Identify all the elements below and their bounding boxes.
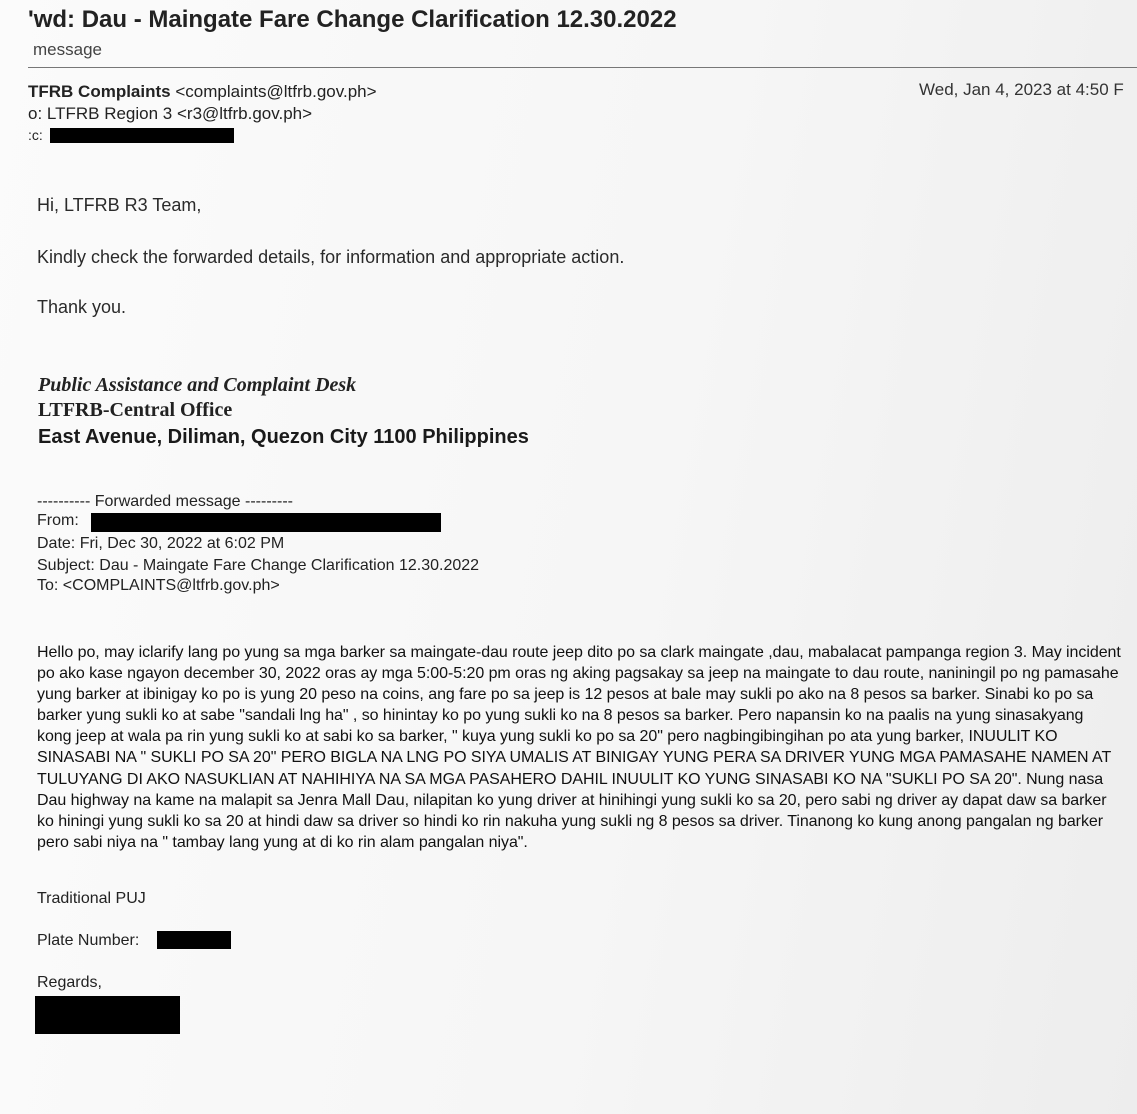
sender-name: TFRB Complaints [28,82,171,101]
signature-address: East Avenue, Diliman, Quezon City 1100 Philippines [38,426,529,448]
vehicle-type: Traditional PUJ [37,890,146,907]
email-date: Wed, Jan 4, 2023 at 4:50 F [919,80,1124,99]
redacted-sender [91,513,441,532]
message-count: message [33,40,102,59]
cc-label: :c: [28,127,43,143]
complaint-message: Hello po, may iclarify lang po yung sa mga barker sa maingate-dau route jeep dito po sa clark maingate ,dau, mabalacat pampanga region 3. May incident po ako kase ngayon december 30, 2022 oras ay mga 5:00-5:20 pm oras ng aking pagsakay sa jeep na maingate to dau route, naniningil po ng pamasahe yung barker at ibinigay ko po is yung 20 peso na coins, ang fare po sa jeep is 12 pesos at bale may sukli po ako na 8 pesos sa barker. Sinabi ko po sa barker yung sukli ko at sabe "sandali lng ha" , so hinintay ko po yung sukli ko na 8 pesos sa barker. Pero napansin ko na paalis na yung sinasakyang kong jeep at wala pa rin yung sukli ko at sabi ko sa barker, " kuya yung sukli ko po sa 20" pero nagbingibingihan po ata yung barker, INUULIT KO SINASABI NA " SUKLI PO SA 20" PERO BIGLA NA LNG PO SIYA UMALIS AT BINIGAY YUNG PERA SA DRIVER YUNG MGA PAMASAHE NAMEN AT TULUYANG DI AKO NASUKLIAN AT NAHIHIYA NA SA MGA PASAHERO DAHIL INUULIT KO YUNG SINASABI KO NA "SUKLI PO SA 20". Nung nasa Dau highway na kame na malapit sa Jenra Mall Dau, nilapitan ko yung driver at hinihingi yung sukli ko sa 20, pero sabi ng driver ay dapat daw sa barker ko hiningi yung sukli ko sa 20 at hindi daw sa driver so hindi ko rin nakuha yung sukli ng 8 pesos sa driver. Tinanong ko kung anong pangalan ng barker pero sabi niya na " tambay lang yung at di ko rin alam pangalan niya". [37,644,1121,851]
greeting: Hi, LTFRB R3 Team, [37,195,202,215]
redacted-plate [157,931,231,949]
sender-line [28,82,377,102]
forwarded-header: ---------- Forwarded message --------- [37,493,293,510]
forwarded-from-label: From: [37,512,79,529]
forwarded-to: To: <COMPLAINTS@ltfrb.gov.ph> [37,577,280,594]
signature-desk: Public Assistance and Complaint Desk [38,374,357,396]
thanks-line: Thank you. [37,297,127,317]
body-line: Kindly check the forwarded details, for information and appropriate action. [37,247,625,267]
regards-line: Regards, [37,974,102,991]
recipient-line: o: LTFRB Region 3 <r3@ltfrb.gov.ph> [28,104,313,123]
plate-label: Plate Number: [37,932,140,949]
forwarded-subject: Subject: Dau - Maingate Fare Change Clarification 12.30.2022 [37,557,480,574]
forwarded-date: Date: Fri, Dec 30, 2022 at 6:02 PM [37,535,285,552]
email-subject: 'wd: Dau - Maingate Fare Change Clarification 12.30.2022 [28,6,677,33]
redacted-cc [50,128,234,143]
header-divider [28,67,1137,68]
sender-email[interactable]: <complaints@ltfrb.gov.ph> [175,82,377,101]
signature-office: LTFRB-Central Office [38,399,233,421]
redacted-signature [35,996,180,1034]
